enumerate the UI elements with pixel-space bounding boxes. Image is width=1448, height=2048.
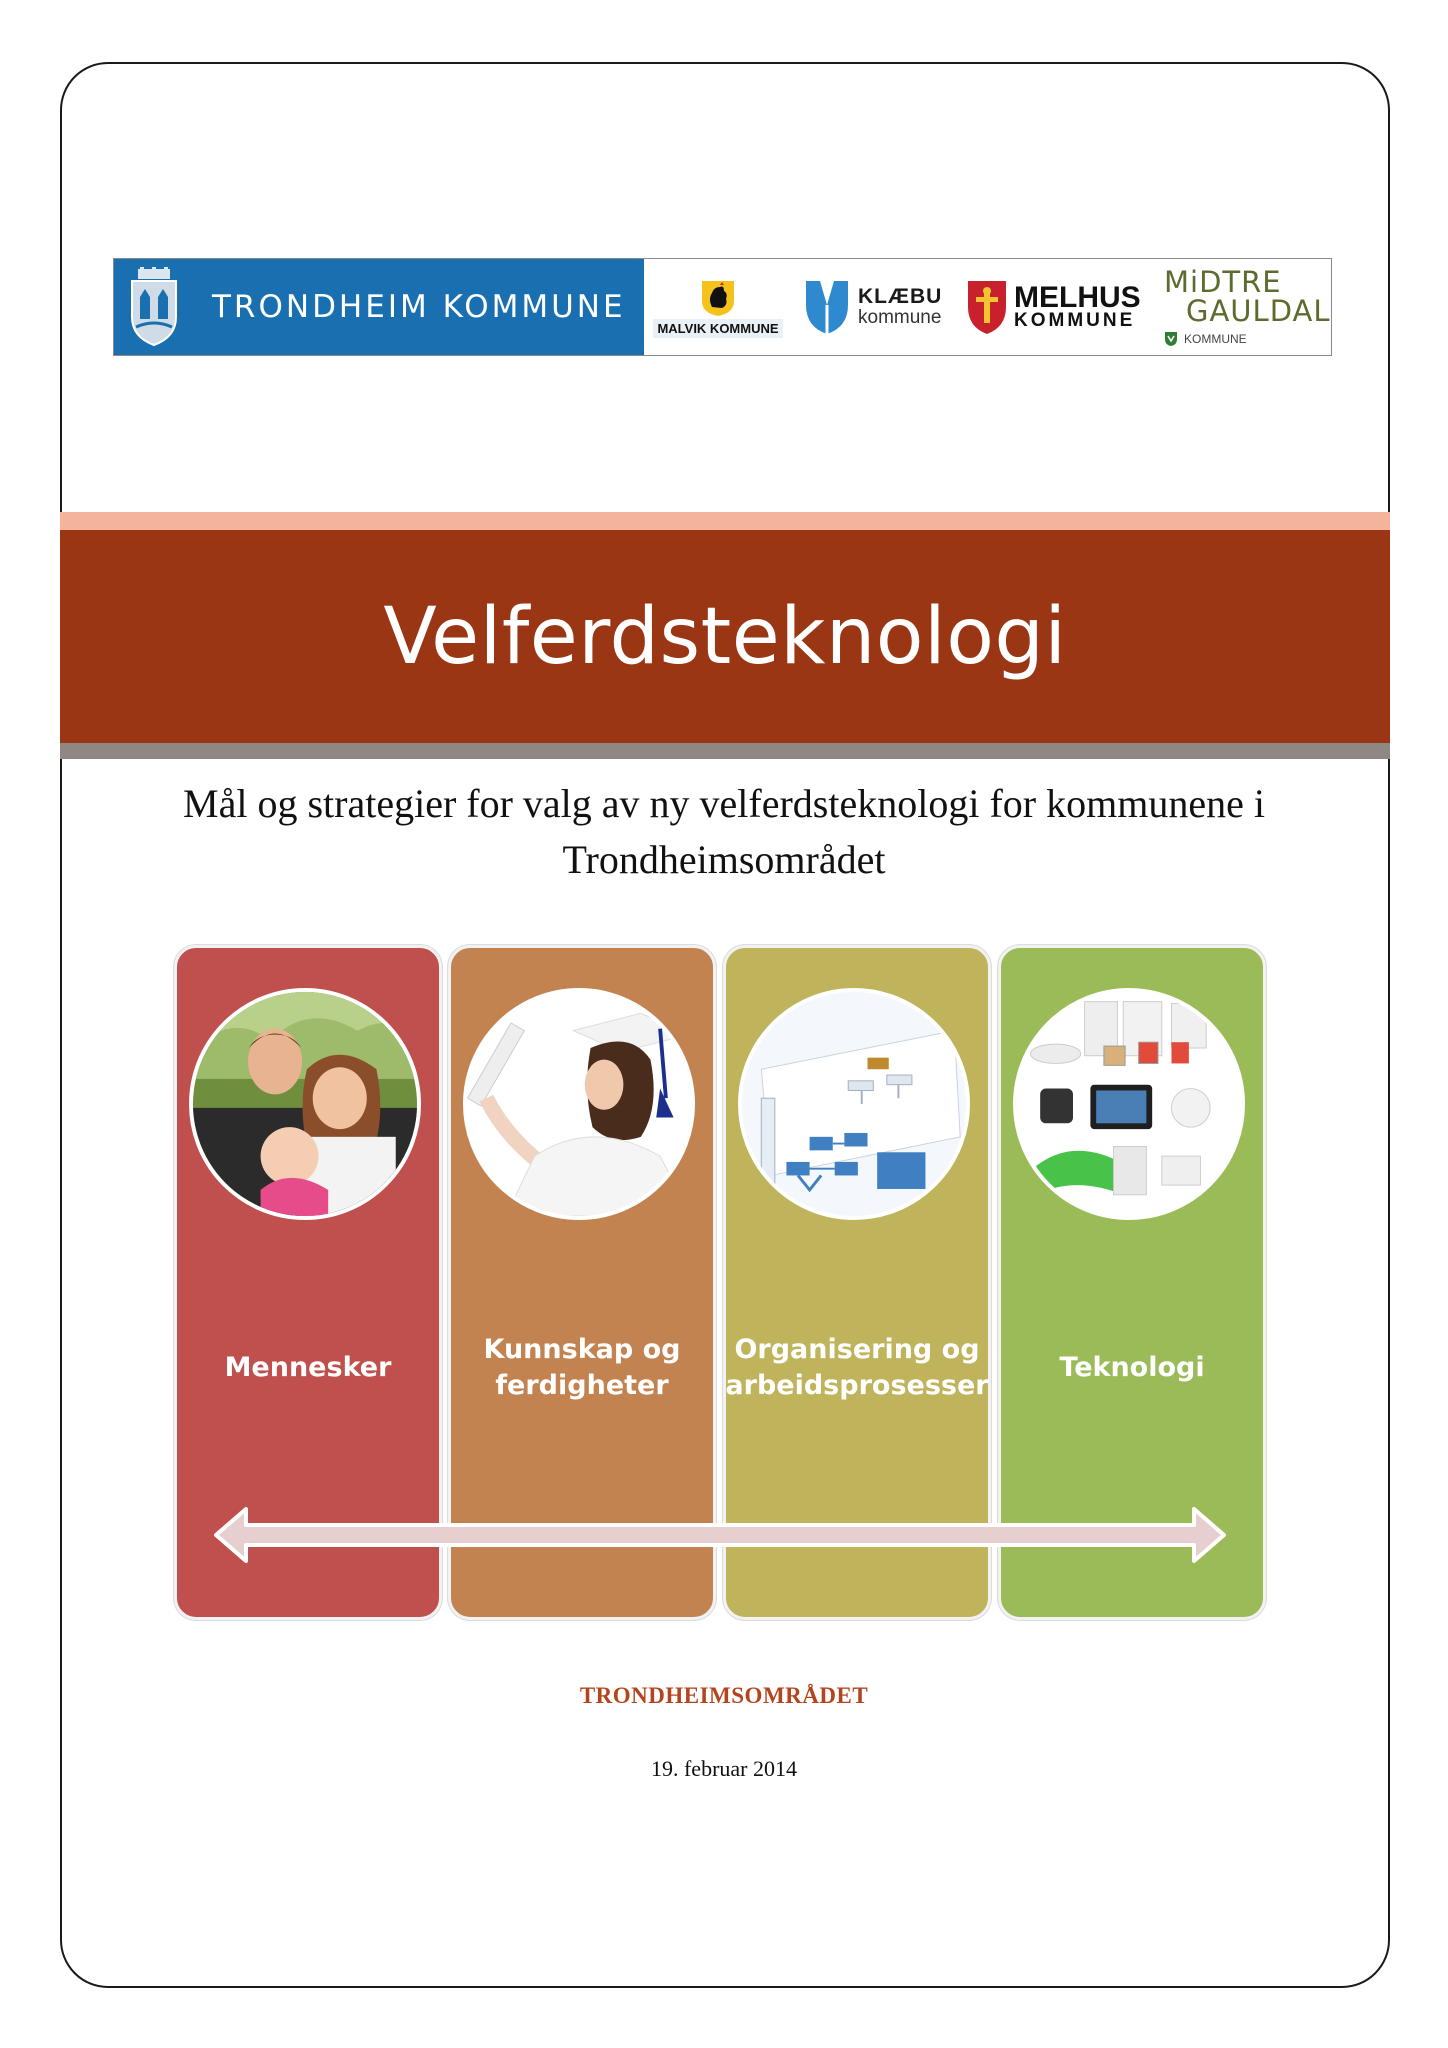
- pillar-label: Organisering og arbeidsprosesser: [725, 1334, 989, 1401]
- flowchart-photo-icon: [738, 988, 970, 1220]
- document-subtitle: Mål og strategier for valg av ny velferdsteknologi for kommunene i Trondheimsområdet: [183, 781, 1265, 882]
- melhus-logo-sub: KOMMUNE: [1014, 310, 1136, 332]
- klaebu-logo-sub: kommune: [858, 307, 942, 329]
- klaebu-shield-icon: [804, 279, 850, 335]
- pillar-label: Kunnskap og ferdigheter: [483, 1334, 681, 1401]
- title-band-bottom-stripe: [60, 743, 1390, 759]
- midtre-gauldal-logo: [1150, 259, 1331, 355]
- graduate-photo-icon: [463, 988, 695, 1220]
- devices-photo-icon: [1013, 988, 1245, 1220]
- trondheim-logo-text: TRONDHEIM KOMMUNE: [212, 289, 626, 325]
- klaebu-logo: [792, 259, 960, 355]
- title-band-top-stripe: [60, 512, 1390, 530]
- region-name: TRONDHEIMSOMRÅDET: [579, 1683, 869, 1708]
- malvik-logo-text: MALVIK KOMMUNE: [653, 319, 782, 338]
- malvik-logo: [644, 259, 792, 355]
- title-band: [60, 530, 1390, 743]
- pillar-label: Teknologi: [1059, 1352, 1205, 1383]
- document-date: 19. februar 2014: [650, 1756, 797, 1781]
- malvik-rooster-icon: [698, 277, 738, 317]
- gauldal-shield-icon: [1164, 331, 1178, 347]
- trondheim-logo: [114, 259, 644, 355]
- melhus-logo-name: MELHUS: [1014, 280, 1141, 314]
- family-photo-icon: [189, 988, 421, 1220]
- document-title: Velferdsteknologi: [383, 591, 1067, 682]
- gauldal-logo-line2: GAULDAL: [1186, 293, 1331, 328]
- municipality-logo-banner: [113, 258, 1332, 356]
- melhus-shield-icon: [966, 279, 1008, 335]
- klaebu-logo-name: KLÆBU: [858, 285, 943, 308]
- pillar-label: Mennesker: [224, 1352, 392, 1383]
- melhus-logo: [960, 259, 1150, 355]
- double-arrow-icon: [212, 1505, 1228, 1565]
- trondheim-crest-icon: [124, 267, 184, 347]
- gauldal-logo-line1: MiDTRE: [1164, 264, 1282, 299]
- gauldal-logo-sub: KOMMUNE: [1184, 331, 1247, 346]
